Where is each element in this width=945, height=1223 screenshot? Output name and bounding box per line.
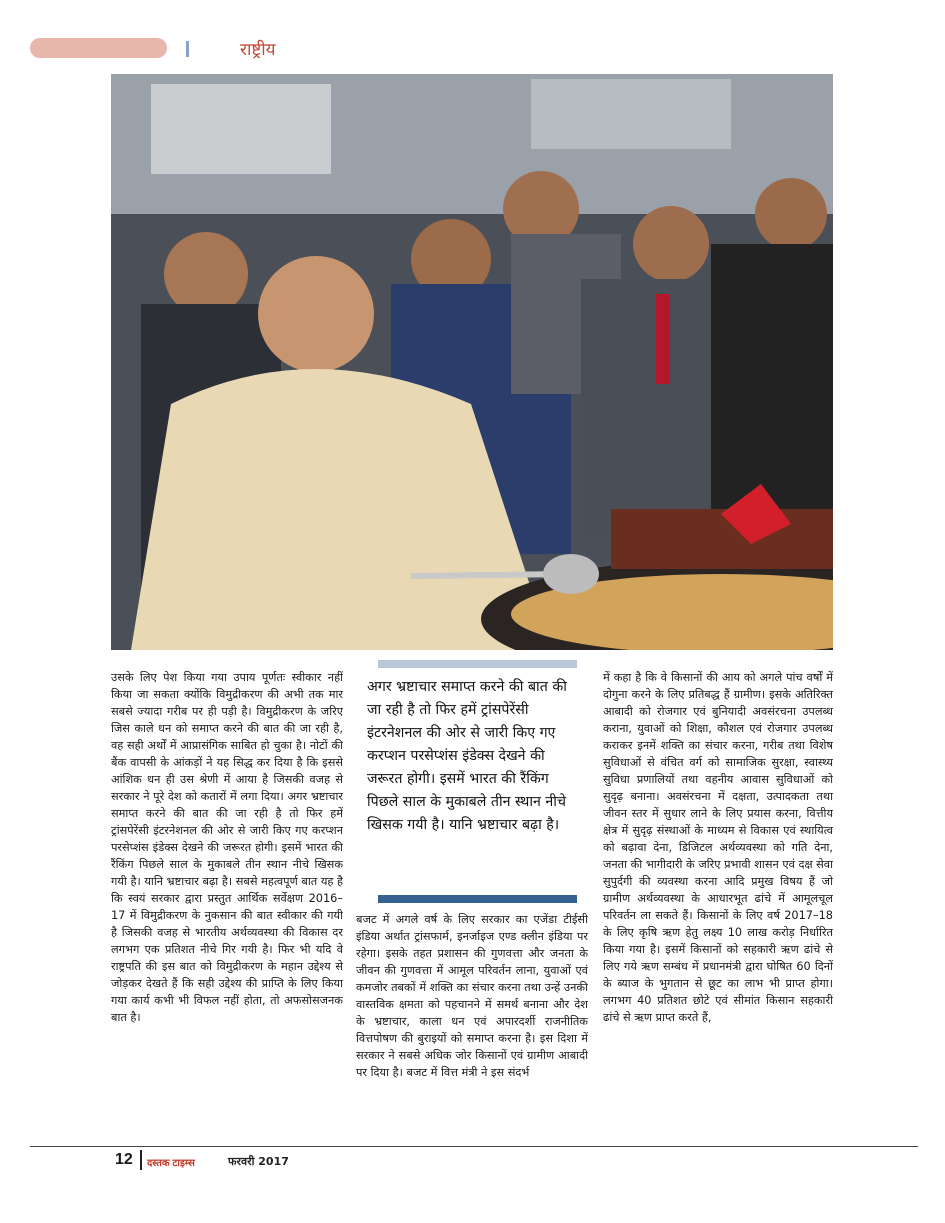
issue-date: फरवरी 2017	[228, 1155, 289, 1168]
footer-divider	[140, 1150, 142, 1170]
article-column-1: उसके लिए पेश किया गया उपाय पूर्णतः स्वीकार नहीं किया जा सकता क्योंकि विमुद्रीकरण की अभी तक मार सबसे ज्यादा गरीब पर ही पड़ी है। विमुद्रीकरण के जरिए जिस काले धन को समाप्त करने की बात की जा रही है, वह सही अर्थों में आप्रासंगिक साबित हो चुका है। नोटों की बैंक वापसी के आंकड़ों ने यह सिद्ध कर दिया है कि इससे आंशिक धन ही उस श्रेणी में आया है जिसकी वजह से सरकार ने पूरे देश को कतारों में लगा दिया। अगर भ्रष्टाचार समाप्त करने की बात की जा रही है तो फिर हमें ट्रांसपेरेंसी इंटरनेशनल की ओर से जारी किए गए करप्शन परसेप्शंस इंडेक्स देखने की जरूरत होगी। इसमें भारत की रैंकिंग पिछले साल के मुकाबले तीन स्थान नीचे खिसक गयी है। यानि भ्रष्टाचार बढ़ा है। सबसे महत्वपूर्ण बात यह है कि स्वयं सरकार द्वारा प्रस्तुत आर्थिक सर्वेक्षण 2016–17 में विमुद्रीकरण के नुकसान की बात स्वीकार की गयी है जिसकी वजह से भारतीय अर्थव्यवस्था की विकास दर लगभग एक प्रतिशत नीचे गिर गयी है। फिर भी यदि वे राष्ट्रपति की इस बात को विमुद्रीकरण के महान उद्देश्य से जोड़कर देखते हैं कि सही उद्देश्य की प्राप्ति के लिए किया गया कार्य कभी भी विफल नहीं होता, तो अफसोसजनक बात है।	[111, 671, 343, 1024]
magazine-name: दस्तक टाइम्स	[147, 1158, 195, 1169]
pullquote-top-rule	[378, 660, 577, 668]
footer-rule	[30, 1146, 918, 1147]
article-column-3: में कहा है कि वे किसानों की आय को अगले पांच वर्षों में दोगुना करने के लिए प्रतिबद्ध हैं ग्रामीण। इसके अतिरिक्त आबादी को रोजगार एवं बुनियादी अवसंरचना उपलब्ध कराना, युवाओं को शिक्षा, कौशल एवं रोजगार उपलब्ध कराकर इनमें शक्ति का संचार करना, गरीब तथा विशेष सुविधाओं से वंचित वर्ग को सामाजिक सुरक्षा, स्वास्थ्य सुविधा प्रणालियों तथा वहनीय आवास सुविधाओं को सुदृढ़ बनाना। अवसंरचना में दक्षता, उत्पादकता तथा जीवन स्तर में सुधार लाने के लिए प्रयास करना, वित्तीय क्षेत्र में सुदृढ़ संस्थाओं के माध्यम से विकास एवं स्थायित्व को बढ़ावा देना, डिजिटल अर्थव्यवस्था को गति देना, जनता की भागीदारी के जरिए प्रभावी शासन एवं दक्ष सेवा सुपुर्दगी की व्यवस्था करना आदि प्रमुख विषय हैं जो ग्रामीण अर्थव्यवस्था के आधारभूत ढांचे में आमूलचूल परिवर्तन ला सकते हैं। किसानों के लिए वर्ष 2017–18 के लिए कृषि ऋण हेतु लक्ष्य 10 लाख करोड़ निर्धारित किया गया है। इसमें किसानों को सहकारी ऋण ढांचे से लिए गये ऋण सम्बंध में प्रधानमंत्री द्वारा घोषित 60 दिनों के ब्याज के भुगतान से छूट का लाभ भी प्राप्त होगा। लगभग 40 प्रतिशत छोटे एवं सीमांत किसान सहकारी ढांचे से ऋण प्राप्त करते हैं,	[603, 671, 833, 1024]
header-decoration-pill	[30, 38, 167, 58]
article-photo	[111, 74, 833, 650]
photo-image	[111, 74, 833, 650]
page-number: 12	[115, 1151, 133, 1168]
header-divider	[186, 41, 189, 57]
pullquote: अगर भ्रष्टाचार समाप्त करने की बात की जा रही है तो फिर हमें ट्रांसपेरेंसी इंटरनेशनल की ओर से जारी किए गए करप्शन परसेप्शंस इंडेक्स देखने की जरूरत होगी। इसमें भारत की रैंकिंग पिछले साल के मुकाबले तीन स्थान नीचे खिसक गयी है। यानि भ्रष्टाचार बढ़ा है।	[367, 679, 567, 833]
section-title: राष्ट्रीय	[240, 40, 276, 60]
article-column-2: बजट में अगले वर्ष के लिए सरकार का एजेंडा टीईसी इंडिया अर्थात ट्रांसफार्म, इनर्जाइज एण्ड क्लीन इंडिया पर रहेगा। इसके तहत प्रशासन की गुणवत्ता और जनता के जीवन की गुणवत्ता में आमूल परिवर्तन लाना, युवाओं एवं कमजोर तबकों में शक्ति का संचार करना तथा उन्हें उनकी वास्तविक क्षमता को पहचानने में समर्थ बनाना और देश के भ्रष्टाचार, काला धन एवं अपारदर्शी राजनीतिक वित्तपोषण की बुराइयों को समाप्त करना है। इस दिशा में सरकार ने सबसे अधिक जोर किसानों एवं ग्रामीण आबादी पर दिया है। बजट में वित्त मंत्री ने इस संदर्भ	[356, 913, 588, 1079]
pullquote-bottom-rule	[378, 895, 577, 903]
